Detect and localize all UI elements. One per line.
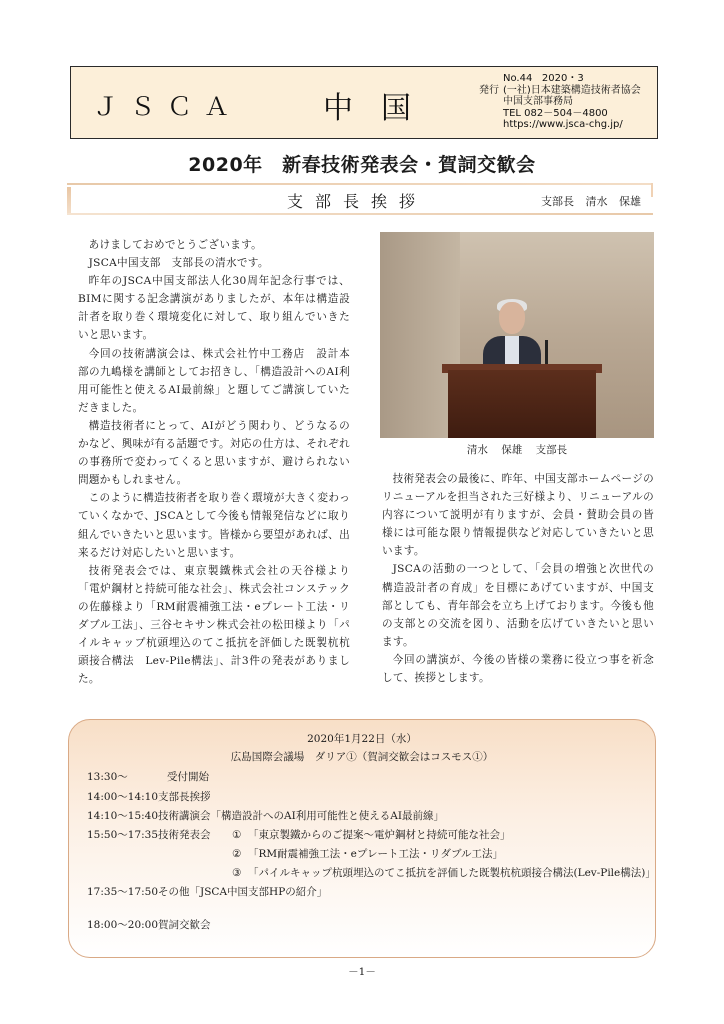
talk-number: ③ xyxy=(232,867,242,879)
schedule-time: 13:30～ xyxy=(87,771,128,783)
schedule-event: 支部長挨拶 xyxy=(158,791,211,803)
schedule-time: 14:00～14:10 xyxy=(87,791,159,803)
greeting-paragraph: JSCAの活動の一つとして、「会員の増強と次世代の構造設計者の育成」を目標にあげていますが、中国支部としても、青年部会を立ち上げております。今後も他の支部との交流を図り、活動を広げていきたいと思います。 xyxy=(382,563,654,648)
schedule-row xyxy=(87,827,211,842)
section-right-rule xyxy=(651,183,653,197)
greeting-paragraph: このように構造技術者を取り巻く環境が大きく変わっていくなかで、JSCAとして今後も情報発信などに取り組んでいきたいと思います。皆様から要望があれば、出来るだけ対応したいと思います。 xyxy=(78,492,350,559)
talk-row xyxy=(232,865,656,880)
schedule-row xyxy=(87,769,209,784)
brand-title: ＪＳＣＡ xyxy=(93,92,242,121)
schedule-event: 賀詞交歓会 xyxy=(158,919,211,931)
schedule-row xyxy=(87,884,327,899)
talk-number: ① xyxy=(232,829,242,841)
photo-caption: 清水 保雄 支部長 xyxy=(466,444,568,456)
schedule-time: 14:10～15:40 xyxy=(87,810,159,822)
masthead xyxy=(70,66,658,139)
office-tel: TEL 082－504－4800 xyxy=(503,107,608,119)
section-title: 支部長挨拶 xyxy=(287,192,428,211)
office-url[interactable]: https://www.jsca-chg.jp/ xyxy=(503,119,623,130)
schedule-event: 受付開始 xyxy=(167,771,209,783)
greeting-paragraph: 今回の講演が、今後の皆様の業務に役立つ事を祈念して、挨拶とします。 xyxy=(382,653,654,685)
page-number: －1－ xyxy=(348,966,376,978)
talk-title: 「RM耐震補強工法・eプレート工法・リダブル工法」 xyxy=(248,848,504,860)
greeting-paragraph: 構造技術者にとって、AIがどう関わり、どうなるのかなど、興味が有る話題です。対応の仕方は、それぞれの事務所で変わってくると思いますが、避けられない問題かもしれません。 xyxy=(78,419,350,487)
greeting-paragraph: 昨年のJSCA中国支部法人化30周年記念行事では、BIMに関する記念講演がありましたが、本年は構造設計者を取り巻く環境変化に対して、取り組んでいきたいと思います。 xyxy=(78,275,350,342)
talk-title: 「東京製鐵からのご提案～電炉鋼材と持続可能な社会」 xyxy=(248,829,511,841)
greeting-paragraph: 技術発表会では、東京製鐵株式会社の天谷様より「電炉鋼材と持続可能な社会」、株式会社コンステックの佐藤様より「RM耐震補強工法・eプレート工法・リダブル工法」、三谷セキサン株式会社の松田様より「パイルキャップ杭頭埋込のてこ抵抗を評価した既製杭杭頭接合構法 Lev-Pile構法」、計3件の発表がありました。 xyxy=(78,564,350,686)
schedule-date: 2020年1月22日（水） xyxy=(307,733,417,745)
section-bottom-rule xyxy=(67,213,653,215)
schedule-time: 18:00～20:00 xyxy=(87,919,159,931)
issue-date: 2020・3 xyxy=(541,73,584,84)
talk-row xyxy=(232,846,503,861)
publisher-label: 発行 xyxy=(479,84,499,96)
schedule-row xyxy=(87,917,211,932)
greeting-paragraph: JSCA中国支部 支部長の清水です。 xyxy=(88,257,269,270)
schedule-row xyxy=(87,789,211,804)
greeting-right-column xyxy=(382,470,654,687)
section-top-rule xyxy=(67,183,653,185)
publisher-name: (一社)日本建築構造技術者協会 xyxy=(503,84,641,96)
section-left-rule xyxy=(67,187,71,215)
greeting-left-column xyxy=(78,236,350,688)
schedule-time: 17:35～17:50 xyxy=(87,886,159,898)
section-header xyxy=(67,183,653,215)
podium xyxy=(448,370,596,438)
schedule-event: 技術講演会「構造設計へのAI利用可能性と使えるAI最前線」 xyxy=(158,810,444,822)
region-title: 中国 xyxy=(323,91,439,126)
issue-info xyxy=(449,73,641,131)
greeting-paragraph: 技術発表会の最後に、昨年、中国支部ホームページのリニューアルを担当された三好様より、リニューアルの内容について説明が有りますが、会員・賛助会員の皆様には可能な限り情報提供など対応していきたいと思います。 xyxy=(382,473,654,558)
talk-title: 「パイルキャップ杭頭埋込のてこ抵抗を評価した既製杭杭頭接合構法(Lev-Pile構法)」 xyxy=(248,867,656,879)
page-headline: 2020年 新春技術発表会・賀詞交歓会 xyxy=(188,154,536,176)
schedule-event: その他「JSCA中国支部HPの紹介」 xyxy=(158,886,328,898)
talk-number: ② xyxy=(232,848,242,860)
schedule-event: 技術発表会 xyxy=(158,829,211,841)
schedule-time: 15:50～17:35 xyxy=(87,829,159,841)
section-author: 支部長 清水 保雄 xyxy=(541,195,641,208)
schedule-row xyxy=(87,808,444,823)
event-schedule xyxy=(68,719,656,958)
greeting-paragraph: 今回の技術講演会は、株式会社竹中工務店 設計本部の九嶋様を講師としてお招きし、「構造設計へのAI利用可能性と使えるAI最前線」と題してご講演していただきました。 xyxy=(78,347,350,414)
issue-number: No.44 xyxy=(503,73,533,84)
office-name: 中国支部事務局 xyxy=(503,96,573,107)
speaker-photo xyxy=(380,232,654,438)
schedule-venue: 広島国際会議場 ダリア①（賀詞交歓会はコスモス①） xyxy=(230,751,494,763)
talk-row xyxy=(232,827,511,842)
greeting-paragraph: あけましておめでとうございます。 xyxy=(88,239,263,251)
